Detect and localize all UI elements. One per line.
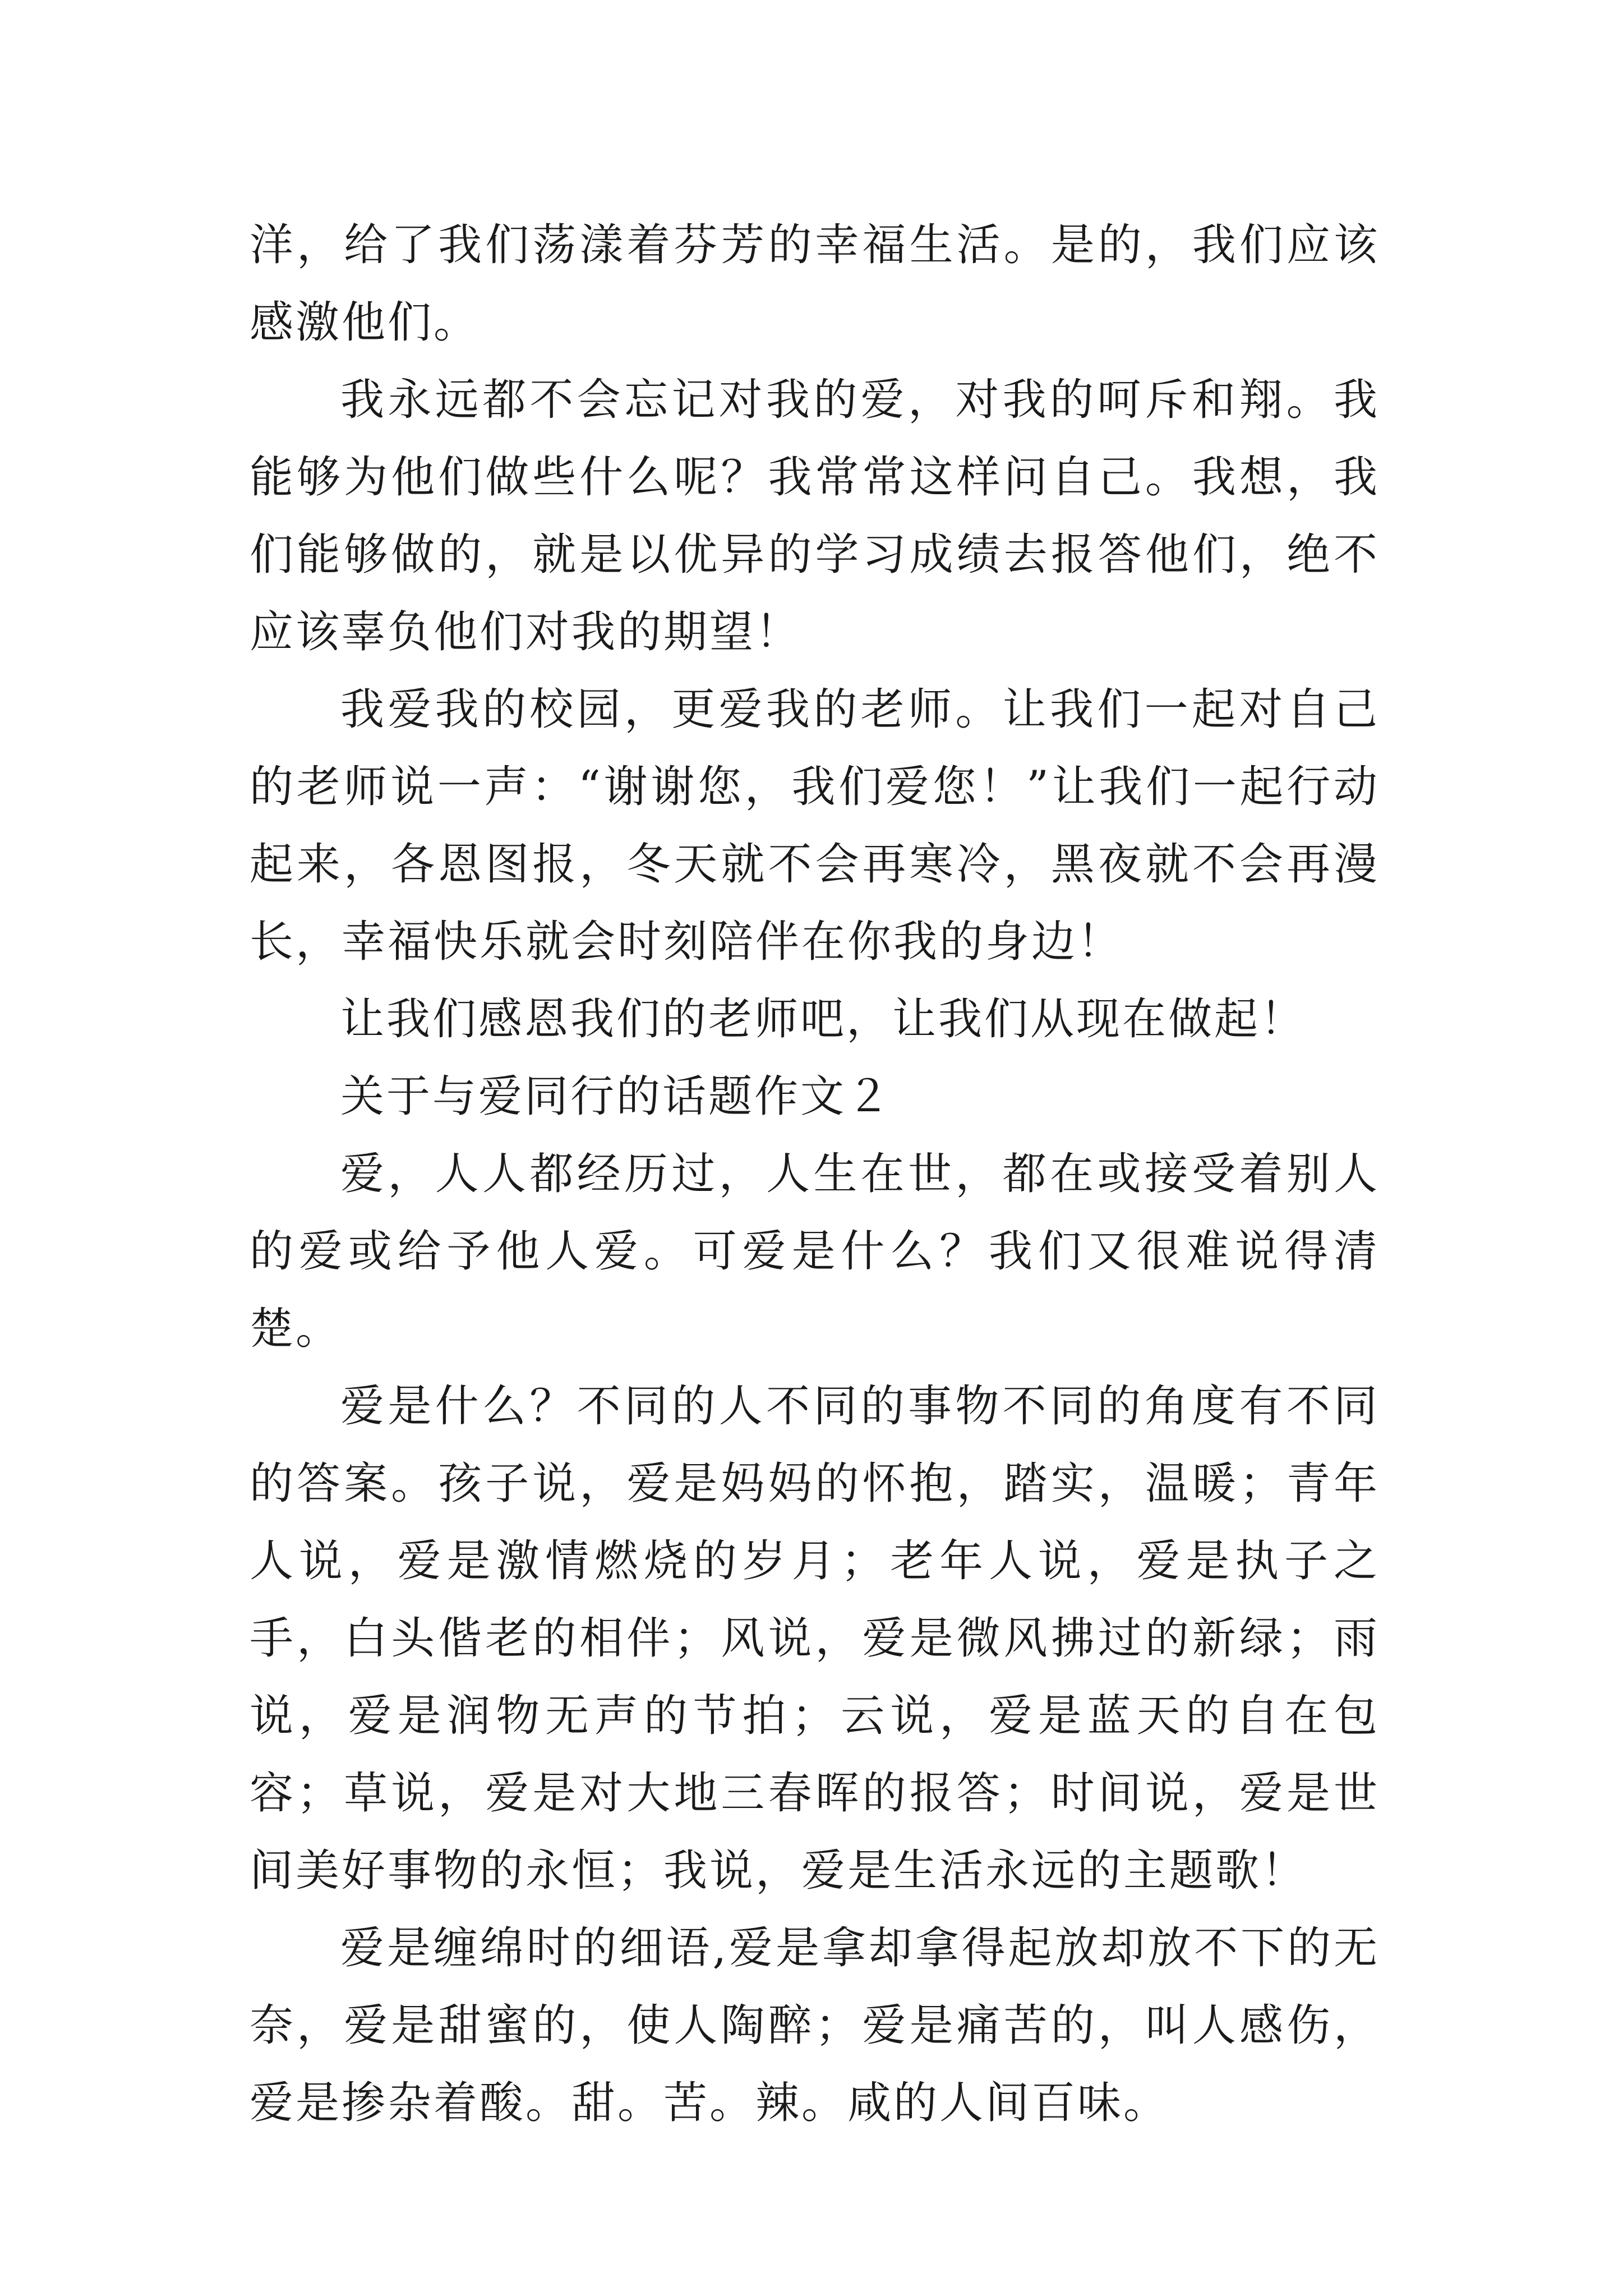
- document-body: [250, 206, 1380, 2142]
- paragraph: 我永远都不会忘记对我的爱，对我的呵斥和翔。我能够为他们做些什么呢？我常常这样问自己。我想，我们能够做的，就是以优异的学习成绩去报答他们，绝不应该辜负他们对我的期望！: [250, 375, 1380, 657]
- paragraph: 洋，给了我们荡漾着芬芳的幸福生活。是的，我们应该感激他们。: [250, 220, 1380, 348]
- paragraph: 爱是缠绵时的细语,爱是拿却拿得起放却放不下的无奈，爱是甜蜜的，使人陶醉；爱是痛苦的，叫人感伤，爱是掺杂着酸。甜。苦。辣。咸的人间百味。: [250, 1923, 1380, 2128]
- paragraph: 让我们感恩我们的老师吧，让我们从现在做起！: [340, 994, 1307, 1045]
- paragraph: 我爱我的校园，更爱我的老师。让我们一起对自己的老师说一声：“谢谢您，我们爱您！”让我们一起行动起来，各恩图报，冬天就不会再寒冷，黑夜就不会再漫长，幸福快乐就会时刻陪伴在你我的身边！: [250, 684, 1380, 967]
- paragraph: 爱，人人都经历过，人生在世，都在或接受着别人的爱或给予他人爱。可爱是什么？我们又很难说得清楚。: [250, 1149, 1380, 1354]
- section-heading: 关于与爱同行的话题作文２: [340, 1071, 893, 1122]
- paragraph: 爱是什么？不同的人不同的事物不同的角度有不同的答案。孩子说，爱是妈妈的怀抱，踏实，温暖；青年人说，爱是激情燃烧的岁月；老年人说，爱是执子之手，白头偕老的相伴；风说，爱是微风拂过的新绿；雨说，爱是润物无声的节拍；云说，爱是蓝天的自在包容；草说，爱是对大地三春晖的报答；时间说，爱是世间美好事物的永恒；我说，爱是生活永远的主题歌！: [250, 1381, 1380, 1896]
